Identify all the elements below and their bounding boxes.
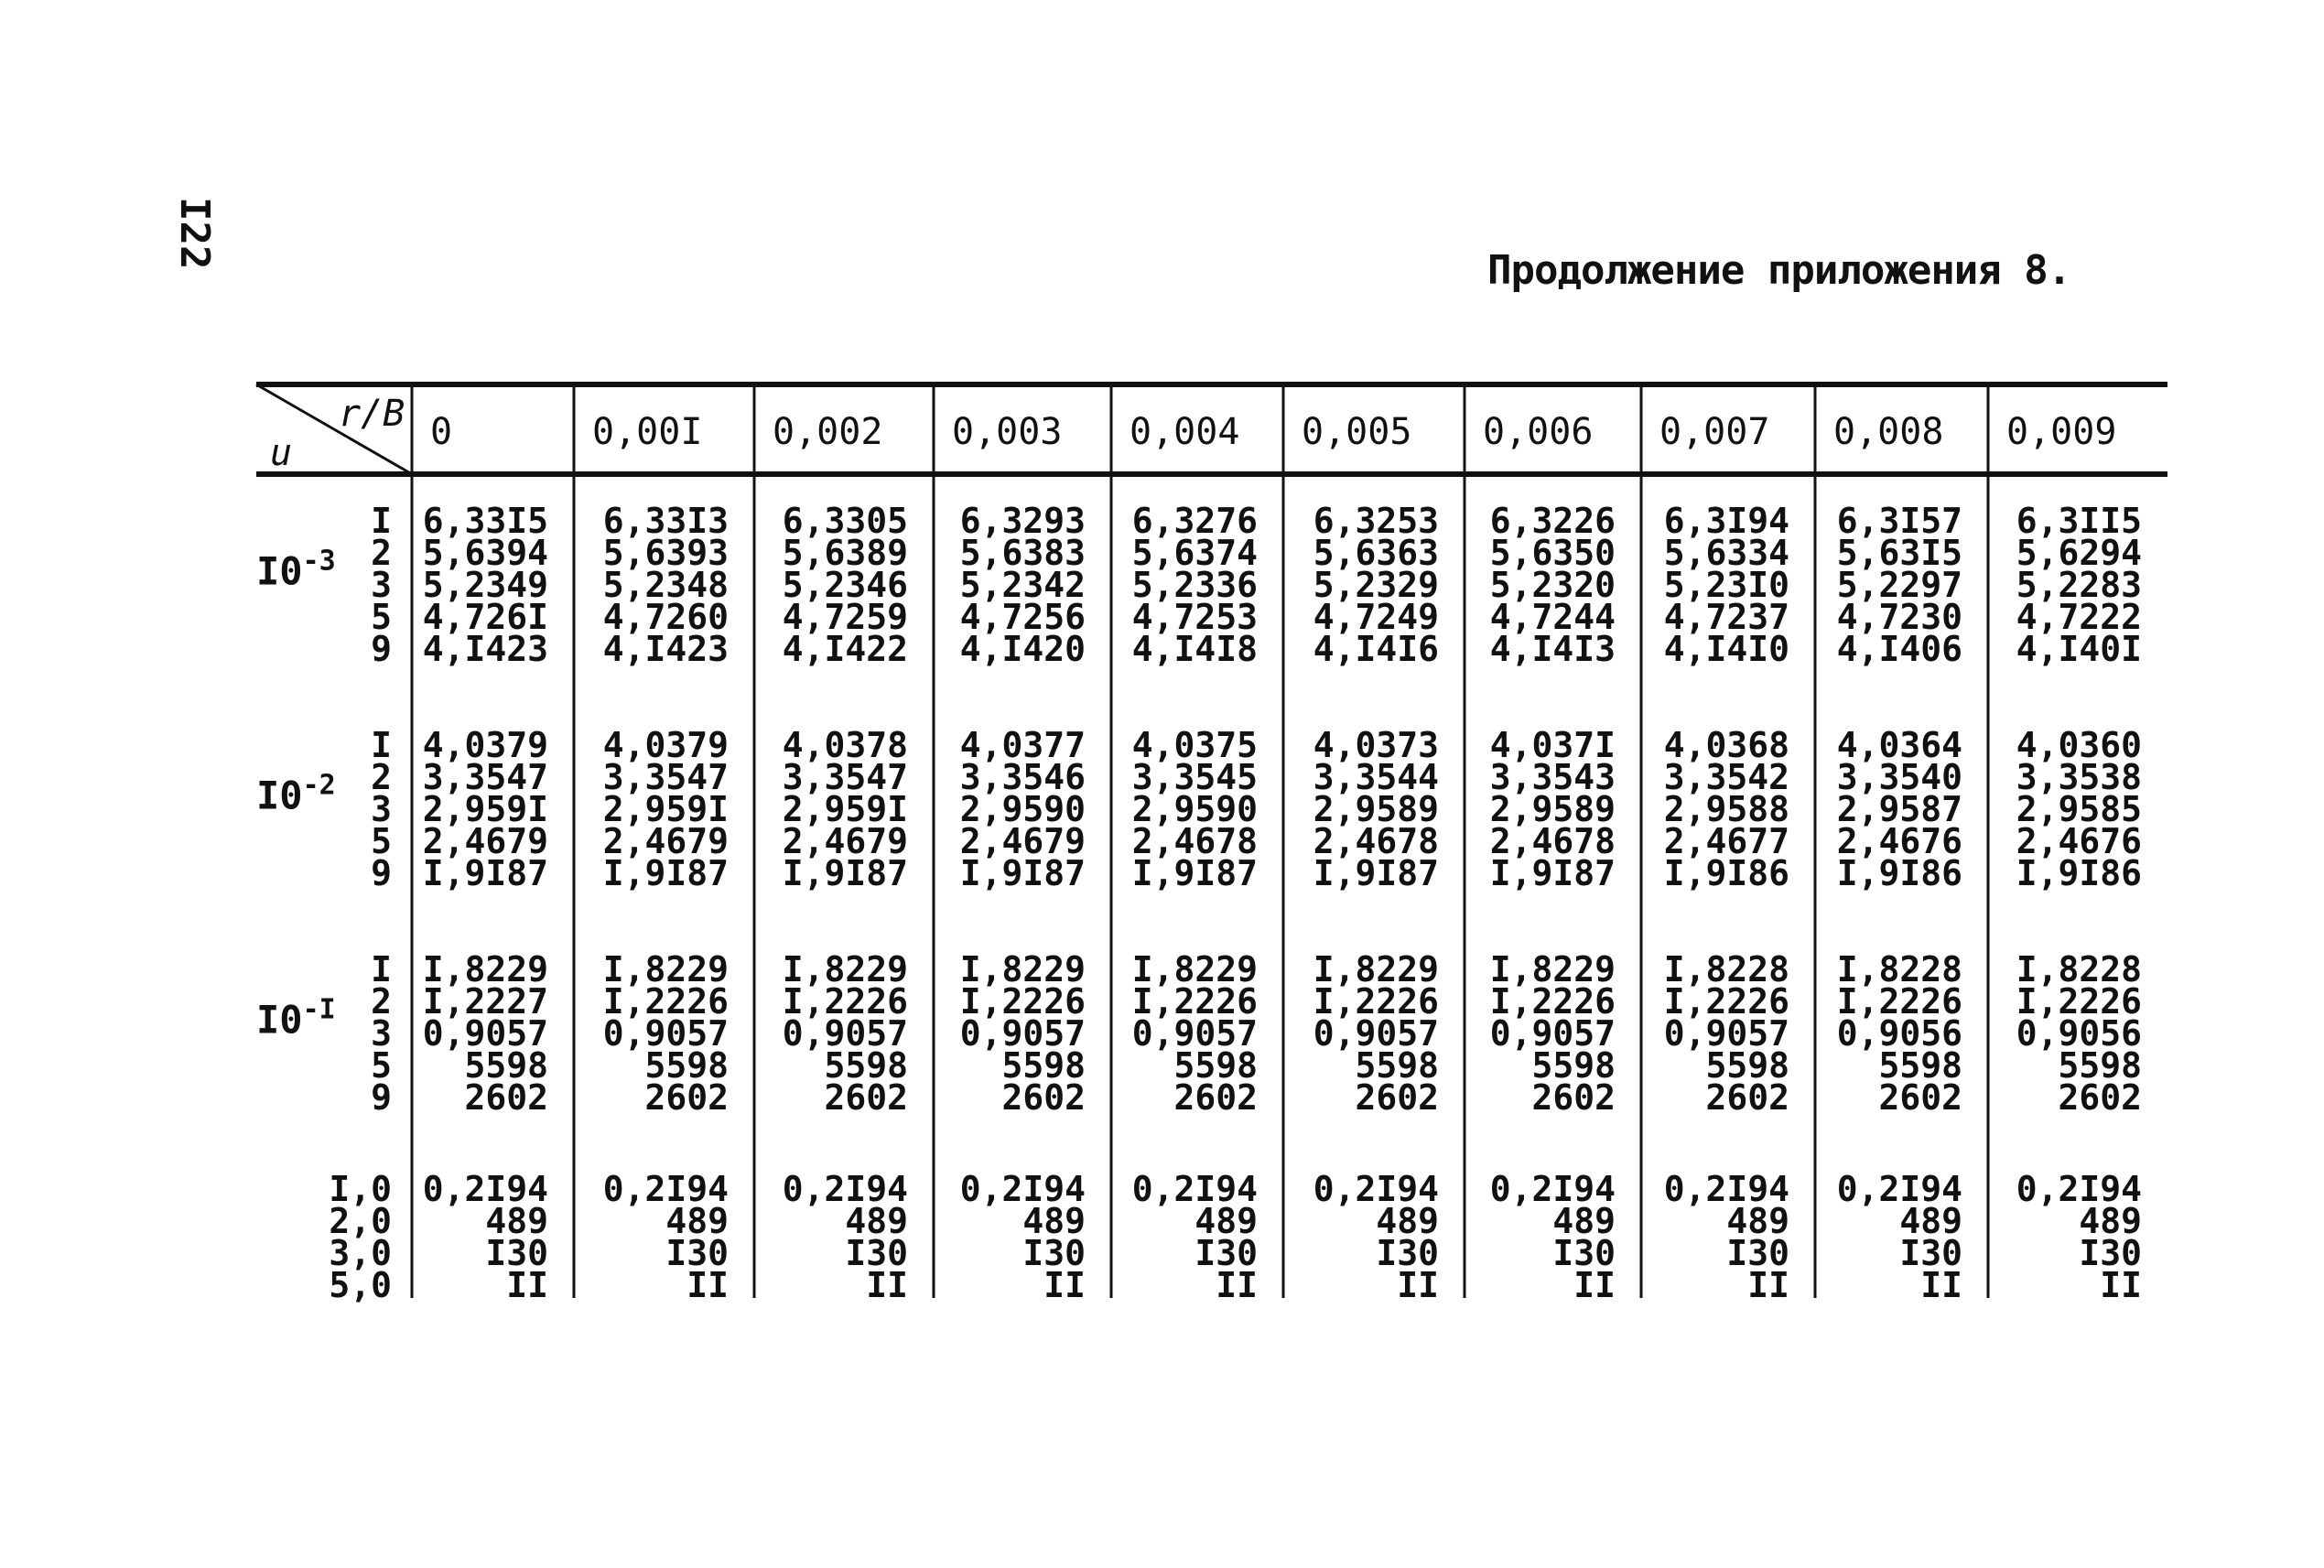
table-cell: 5,63I5 bbox=[1836, 533, 1962, 573]
row-index: 3 bbox=[371, 565, 392, 605]
table-cell: 6,33I5 bbox=[422, 501, 548, 541]
table-cell: 5,6334 bbox=[1663, 533, 1789, 573]
table-cell: 5598 bbox=[1878, 1045, 1962, 1086]
table-cell: 6,3305 bbox=[782, 501, 908, 541]
table-cell: 4,037I bbox=[1489, 725, 1616, 765]
table-cell: I,2226 bbox=[1131, 981, 1258, 1022]
table-cell: I30 bbox=[1552, 1233, 1616, 1273]
table-cell: I,9I86 bbox=[1836, 853, 1962, 893]
group-label-exponent: -I bbox=[302, 993, 336, 1026]
table-cell: I,2226 bbox=[2016, 981, 2142, 1022]
table-cell: 2602 bbox=[464, 1077, 548, 1118]
table-cell: 2,4678 bbox=[1313, 821, 1439, 861]
table-cell: 6,3276 bbox=[1131, 501, 1258, 541]
table-cell: 2,9585 bbox=[2016, 789, 2142, 829]
row-index: 5,0 bbox=[329, 1265, 392, 1305]
table-cell: 2,4676 bbox=[1836, 821, 1962, 861]
table-cell: 2602 bbox=[1173, 1077, 1258, 1118]
table-cell: 2,4676 bbox=[2016, 821, 2142, 861]
column-header: 0,002 bbox=[773, 411, 883, 453]
table-cell: 5,6389 bbox=[782, 533, 908, 573]
table-cell: 2,9589 bbox=[1489, 789, 1616, 829]
table-cell: 489 bbox=[1552, 1201, 1616, 1241]
table-cell: I,8229 bbox=[959, 949, 1086, 989]
table-cell: 2602 bbox=[1355, 1077, 1439, 1118]
table-cell: 2,4679 bbox=[782, 821, 908, 861]
table-cell: II bbox=[506, 1265, 548, 1305]
table-cell: 5,2297 bbox=[1836, 565, 1962, 605]
table-cell: 5598 bbox=[1001, 1045, 1086, 1086]
table-cell: 5,2329 bbox=[1313, 565, 1439, 605]
table-cell: 4,726I bbox=[422, 597, 548, 637]
table-cell: I,9I87 bbox=[1313, 853, 1439, 893]
table-cell: 4,I4I6 bbox=[1313, 629, 1439, 669]
table-cell: 4,I4I3 bbox=[1489, 629, 1616, 669]
table-cell: 4,7249 bbox=[1313, 597, 1439, 637]
table-cell: 0,2I94 bbox=[1663, 1169, 1789, 1209]
table-cell: 6,3II5 bbox=[2016, 501, 2142, 541]
table-cell: 4,0360 bbox=[2016, 725, 2142, 765]
table-cell: 3,3547 bbox=[782, 757, 908, 797]
table-cell: 489 bbox=[665, 1201, 729, 1241]
table-cell: I,8228 bbox=[1836, 949, 1962, 989]
table-cell: 4,I422 bbox=[782, 629, 908, 669]
table-cell: 4,0373 bbox=[1313, 725, 1439, 765]
table-cell: I,2227 bbox=[422, 981, 548, 1022]
table-cell: 3,3538 bbox=[2016, 757, 2142, 797]
table-cell: 489 bbox=[2079, 1201, 2142, 1241]
table-cell: 489 bbox=[1726, 1201, 1789, 1241]
table-cell: 2602 bbox=[1531, 1077, 1616, 1118]
table-cell: 2602 bbox=[824, 1077, 908, 1118]
table-cell: 2,4679 bbox=[422, 821, 548, 861]
table-cell: 5,6374 bbox=[1131, 533, 1258, 573]
table-cell: II bbox=[1920, 1265, 1962, 1305]
row-index: 3,0 bbox=[329, 1233, 392, 1273]
table-cell: 4,0379 bbox=[602, 725, 729, 765]
table-cell: 5598 bbox=[1705, 1045, 1789, 1086]
table-cell: 2,9587 bbox=[1836, 789, 1962, 829]
table-cell: 4,7253 bbox=[1131, 597, 1258, 637]
page-number: I22 bbox=[171, 197, 218, 270]
table-cell: I,2226 bbox=[1313, 981, 1439, 1022]
table-cell: 3,3546 bbox=[959, 757, 1086, 797]
table-cell: 4,I40I bbox=[2016, 629, 2142, 669]
table-cell: 0,2I94 bbox=[1131, 1169, 1258, 1209]
table-cell: 2,4678 bbox=[1131, 821, 1258, 861]
table-cell: 2,4677 bbox=[1663, 821, 1789, 861]
row-index: 3 bbox=[371, 789, 392, 829]
table-cell: I,8228 bbox=[1663, 949, 1789, 989]
table-cell: 6,3293 bbox=[959, 501, 1086, 541]
row-index: 2 bbox=[371, 757, 392, 797]
row-index: 2,0 bbox=[329, 1201, 392, 1241]
table-cell: 2,9588 bbox=[1663, 789, 1789, 829]
table-cell: 5,2283 bbox=[2016, 565, 2142, 605]
table-cell: 3,3544 bbox=[1313, 757, 1439, 797]
table-cell: 3,3547 bbox=[422, 757, 548, 797]
table-cell: 0,2I94 bbox=[2016, 1169, 2142, 1209]
table-cell: 6,3I94 bbox=[1663, 501, 1789, 541]
table-cell: 0,9057 bbox=[959, 1013, 1086, 1054]
table-cell: 4,I406 bbox=[1836, 629, 1962, 669]
row-index: I,0 bbox=[329, 1169, 392, 1209]
table-cell: I30 bbox=[1022, 1233, 1086, 1273]
table-cell: 4,I423 bbox=[422, 629, 548, 669]
group-label-base: I0 bbox=[256, 773, 303, 818]
table-cell: I,9I86 bbox=[1663, 853, 1789, 893]
table-cell: 2602 bbox=[1878, 1077, 1962, 1118]
table-cell: 2602 bbox=[1705, 1077, 1789, 1118]
table-cell: 4,0375 bbox=[1131, 725, 1258, 765]
table-cell: 489 bbox=[1194, 1201, 1258, 1241]
table-cell: 2602 bbox=[1001, 1077, 1086, 1118]
table-cell: I,8229 bbox=[1313, 949, 1439, 989]
table-cell: I,8229 bbox=[602, 949, 729, 989]
table-cell: 0,9056 bbox=[1836, 1013, 1962, 1054]
table-cell: I,8229 bbox=[1131, 949, 1258, 989]
table-cell: 4,0364 bbox=[1836, 725, 1962, 765]
table-cell: 0,2I94 bbox=[1836, 1169, 1962, 1209]
table-cell: I30 bbox=[1194, 1233, 1258, 1273]
table-cell: 5,6383 bbox=[959, 533, 1086, 573]
table-cell: 3,3547 bbox=[602, 757, 729, 797]
table-cell: 2,4678 bbox=[1489, 821, 1616, 861]
group-label-exponent: -2 bbox=[302, 769, 336, 802]
row-index: 9 bbox=[371, 853, 392, 893]
table-cell: I,2226 bbox=[959, 981, 1086, 1022]
table-cell: 5598 bbox=[1173, 1045, 1258, 1086]
table-cell: I,2226 bbox=[1836, 981, 1962, 1022]
table-cell: 4,0378 bbox=[782, 725, 908, 765]
table-cell: I,9I87 bbox=[1489, 853, 1616, 893]
table-cell: 5,2336 bbox=[1131, 565, 1258, 605]
table-cell: 5598 bbox=[2058, 1045, 2142, 1086]
table-cell: 0,2I94 bbox=[782, 1169, 908, 1209]
table-cell: I,2226 bbox=[782, 981, 908, 1022]
table-cell: I,8229 bbox=[782, 949, 908, 989]
table-cell: 5,2348 bbox=[602, 565, 729, 605]
table-cell: I,9I87 bbox=[782, 853, 908, 893]
table-cell: 0,9057 bbox=[1489, 1013, 1616, 1054]
table-cell: 0,9057 bbox=[1663, 1013, 1789, 1054]
table-cell: I,9I87 bbox=[602, 853, 729, 893]
table-cell: 0,2I94 bbox=[1313, 1169, 1439, 1209]
appendix-caption: Продолжение приложения 8. bbox=[1487, 247, 2071, 294]
column-header: 0,007 bbox=[1659, 411, 1770, 453]
table-cell: I,9I87 bbox=[422, 853, 548, 893]
table-cell: 5598 bbox=[824, 1045, 908, 1086]
table-cell: 2,959I bbox=[422, 789, 548, 829]
table-cell: I,8229 bbox=[422, 949, 548, 989]
table-cell: 0,2I94 bbox=[422, 1169, 548, 1209]
column-header: 0,00I bbox=[592, 411, 703, 453]
table-cell: 0,2I94 bbox=[959, 1169, 1086, 1209]
row-index: 5 bbox=[371, 821, 392, 861]
column-header: 0,008 bbox=[1833, 411, 1944, 453]
row-index: 5 bbox=[371, 1045, 392, 1086]
table-cell: I30 bbox=[665, 1233, 729, 1273]
table-cell: 0,9057 bbox=[782, 1013, 908, 1054]
table-cell: 0,9057 bbox=[1313, 1013, 1439, 1054]
row-index: I bbox=[371, 501, 392, 541]
row-index: I bbox=[371, 725, 392, 765]
table-cell: 6,33I3 bbox=[602, 501, 729, 541]
table-cell: I30 bbox=[1899, 1233, 1962, 1273]
table-cell: 2,9590 bbox=[959, 789, 1086, 829]
table-cell: 489 bbox=[845, 1201, 908, 1241]
corner-label-u: u bbox=[270, 432, 293, 474]
table-cell: 4,0379 bbox=[422, 725, 548, 765]
table-cell: II bbox=[686, 1265, 729, 1305]
table-cell: I,8228 bbox=[2016, 949, 2142, 989]
table-cell: 4,7222 bbox=[2016, 597, 2142, 637]
table-cell: II bbox=[1043, 1265, 1086, 1305]
table-cell: I,9I86 bbox=[2016, 853, 2142, 893]
table-cell: 2,9589 bbox=[1313, 789, 1439, 829]
table-cell: 5,6363 bbox=[1313, 533, 1439, 573]
row-index: 9 bbox=[371, 629, 392, 669]
table-cell: 4,7259 bbox=[782, 597, 908, 637]
table-cell: 4,I423 bbox=[602, 629, 729, 669]
table-cell: I30 bbox=[485, 1233, 548, 1273]
table-cell: 5,6394 bbox=[422, 533, 548, 573]
table-cell: I,2226 bbox=[602, 981, 729, 1022]
table-cell: 4,7260 bbox=[602, 597, 729, 637]
table-cell: 0,2I94 bbox=[1489, 1169, 1616, 1209]
row-index: 2 bbox=[371, 981, 392, 1022]
table-cell: 5598 bbox=[1355, 1045, 1439, 1086]
table-cell: 0,9057 bbox=[1131, 1013, 1258, 1054]
table-cell: I30 bbox=[2079, 1233, 2142, 1273]
table-cell: I,2226 bbox=[1663, 981, 1789, 1022]
table-cell: 5598 bbox=[464, 1045, 548, 1086]
table-cell: 4,7256 bbox=[959, 597, 1086, 637]
table-cell: 3,3543 bbox=[1489, 757, 1616, 797]
table-cell: 3,3545 bbox=[1131, 757, 1258, 797]
table-cell: I,9I87 bbox=[1131, 853, 1258, 893]
table-cell: 4,7230 bbox=[1836, 597, 1962, 637]
table-cell: II bbox=[866, 1265, 908, 1305]
table-cell: I,9I87 bbox=[959, 853, 1086, 893]
table-cell: 0,9056 bbox=[2016, 1013, 2142, 1054]
table-cell: 4,I420 bbox=[959, 629, 1086, 669]
table-cell: 5598 bbox=[644, 1045, 729, 1086]
table-cell: II bbox=[1747, 1265, 1789, 1305]
table-cell: II bbox=[1397, 1265, 1439, 1305]
group-label bbox=[256, 994, 336, 1043]
table-cell: 5,2349 bbox=[422, 565, 548, 605]
row-index: I bbox=[371, 949, 392, 989]
table-cell: 5,2320 bbox=[1489, 565, 1616, 605]
table-cell: 6,3226 bbox=[1489, 501, 1616, 541]
table-cell: 489 bbox=[1376, 1201, 1439, 1241]
column-header: 0,003 bbox=[952, 411, 1063, 453]
table-cell: 4,I4I8 bbox=[1131, 629, 1258, 669]
table-cell: 5,23I0 bbox=[1663, 565, 1789, 605]
row-index: 2 bbox=[371, 533, 392, 573]
column-header: 0,005 bbox=[1302, 411, 1412, 453]
table-cell: 5,6393 bbox=[602, 533, 729, 573]
table-cell: 5,6350 bbox=[1489, 533, 1616, 573]
table-cell: II bbox=[1573, 1265, 1616, 1305]
table-cell: 2602 bbox=[2058, 1077, 2142, 1118]
table-cell: I30 bbox=[845, 1233, 908, 1273]
group-label bbox=[256, 770, 336, 818]
table-cell: I,8229 bbox=[1489, 949, 1616, 989]
group-label-base: I0 bbox=[256, 548, 303, 594]
table-cell: 5598 bbox=[1531, 1045, 1616, 1086]
table-cell: 4,0368 bbox=[1663, 725, 1789, 765]
column-header: 0 bbox=[430, 411, 453, 453]
table-cell: 4,I4I0 bbox=[1663, 629, 1789, 669]
table-cell: I30 bbox=[1726, 1233, 1789, 1273]
table-cell: 5,2346 bbox=[782, 565, 908, 605]
table-cell: 5,6294 bbox=[2016, 533, 2142, 573]
corner-label-r-b: r/B bbox=[339, 393, 405, 435]
table-cell: 489 bbox=[485, 1201, 548, 1241]
row-index: 5 bbox=[371, 597, 392, 637]
row-index: 3 bbox=[371, 1013, 392, 1054]
table-cell: 6,3253 bbox=[1313, 501, 1439, 541]
table-cell: 2,9590 bbox=[1131, 789, 1258, 829]
row-index: 9 bbox=[371, 1077, 392, 1118]
table-cell: I30 bbox=[1376, 1233, 1439, 1273]
table-cell: 4,7237 bbox=[1663, 597, 1789, 637]
group-label-base: I0 bbox=[256, 997, 303, 1043]
table-cell: 0,9057 bbox=[422, 1013, 548, 1054]
table-cell: 489 bbox=[1899, 1201, 1962, 1241]
table-cell: II bbox=[1216, 1265, 1258, 1305]
table-cell: I,2226 bbox=[1489, 981, 1616, 1022]
table-cell: 2,4679 bbox=[959, 821, 1086, 861]
table-cell: 6,3I57 bbox=[1836, 501, 1962, 541]
group-label bbox=[256, 546, 336, 594]
table-cell: 4,0377 bbox=[959, 725, 1086, 765]
table-cell: 2602 bbox=[644, 1077, 729, 1118]
column-header: 0,006 bbox=[1483, 411, 1594, 453]
table-cell: 489 bbox=[1022, 1201, 1086, 1241]
table-cell: 3,3542 bbox=[1663, 757, 1789, 797]
table-cell: 2,4679 bbox=[602, 821, 729, 861]
table-cell: 0,2I94 bbox=[602, 1169, 729, 1209]
table-cell: 2,959I bbox=[782, 789, 908, 829]
table-cell: 3,3540 bbox=[1836, 757, 1962, 797]
table-cell: 2,959I bbox=[602, 789, 729, 829]
column-header: 0,004 bbox=[1130, 411, 1240, 453]
table-cell: 0,9057 bbox=[602, 1013, 729, 1054]
table-cell: 4,7244 bbox=[1489, 597, 1616, 637]
table-cell: 5,2342 bbox=[959, 565, 1086, 605]
group-label-exponent: -3 bbox=[302, 545, 336, 578]
table-cell: II bbox=[2100, 1265, 2142, 1305]
column-header: 0,009 bbox=[2006, 411, 2117, 453]
